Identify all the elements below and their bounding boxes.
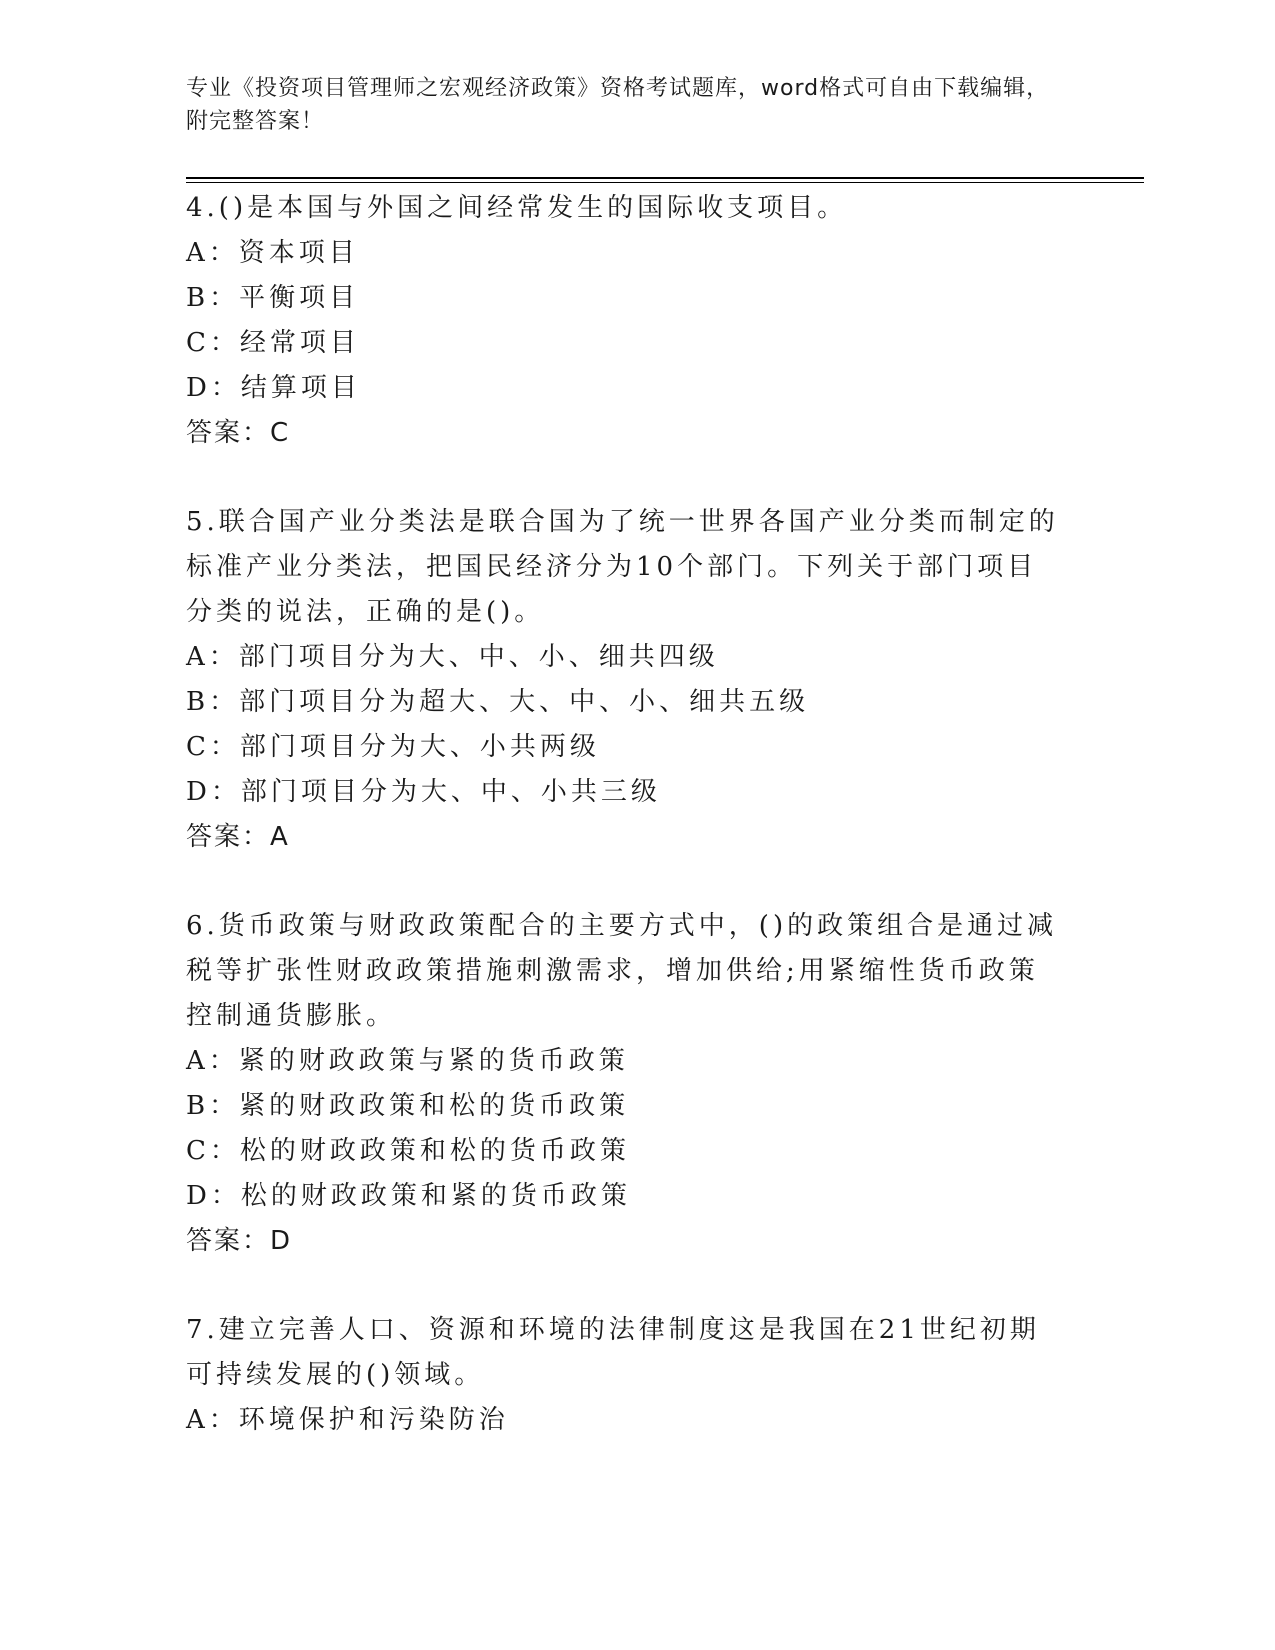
- answer-line: 答案：C: [186, 418, 291, 448]
- option-d: D：部门项目分为大、中、小共三级: [186, 777, 661, 807]
- option-c: C：经常项目: [186, 328, 360, 358]
- question-7: [186, 1308, 1066, 1443]
- header-divider-thick: [186, 177, 1144, 179]
- option-a: A：资本项目: [186, 238, 359, 268]
- option-a: A：紧的财政政策与紧的货币政策: [186, 1046, 629, 1076]
- question-stem: 4.()是本国与外国之间经常发生的国际收支项目。: [186, 193, 848, 223]
- question-6: [186, 904, 1066, 1264]
- option-b: B：平衡项目: [186, 283, 360, 313]
- option-d: D：结算项目: [186, 373, 361, 403]
- question-stem: 7.建立完善人口、资源和环境的法律制度这是我国在21世纪初期可持续发展的()领域。: [186, 1315, 1040, 1390]
- option-b: B：部门项目分为超大、大、中、小、细共五级: [186, 687, 810, 717]
- question-stem: 6.货币政策与财政政策配合的主要方式中，()的政策组合是通过减税等扩张性财政政策措施刺激需求，增加供给;用紧缩性货币政策控制通货膨胀。: [186, 911, 1058, 1031]
- option-d: D：松的财政政策和紧的货币政策: [186, 1181, 631, 1211]
- option-a: A：环境保护和污染防治: [186, 1405, 509, 1435]
- question-list: [186, 186, 1066, 1487]
- question-5: [186, 500, 1066, 860]
- question-stem: 5.联合国产业分类法是联合国为了统一世界各国产业分类而制定的标准产业分类法，把国民经济分为10个部门。下列关于部门项目分类的说法，正确的是()。: [186, 507, 1059, 627]
- header-divider-thin: [186, 182, 1144, 183]
- option-c: C：部门项目分为大、小共两级: [186, 732, 600, 762]
- option-c: C：松的财政政策和松的货币政策: [186, 1136, 630, 1166]
- question-4: [186, 186, 1066, 456]
- option-b: B：紧的财政政策和松的货币政策: [186, 1091, 630, 1121]
- option-a: A：部门项目分为大、中、小、细共四级: [186, 642, 719, 672]
- answer-line: 答案：D: [186, 1226, 293, 1256]
- answer-line: 答案：A: [186, 822, 290, 852]
- document-header: 专业《投资项目管理师之宏观经济政策》资格考试题库，word格式可自由下载编辑，附完整答案！: [186, 76, 1050, 134]
